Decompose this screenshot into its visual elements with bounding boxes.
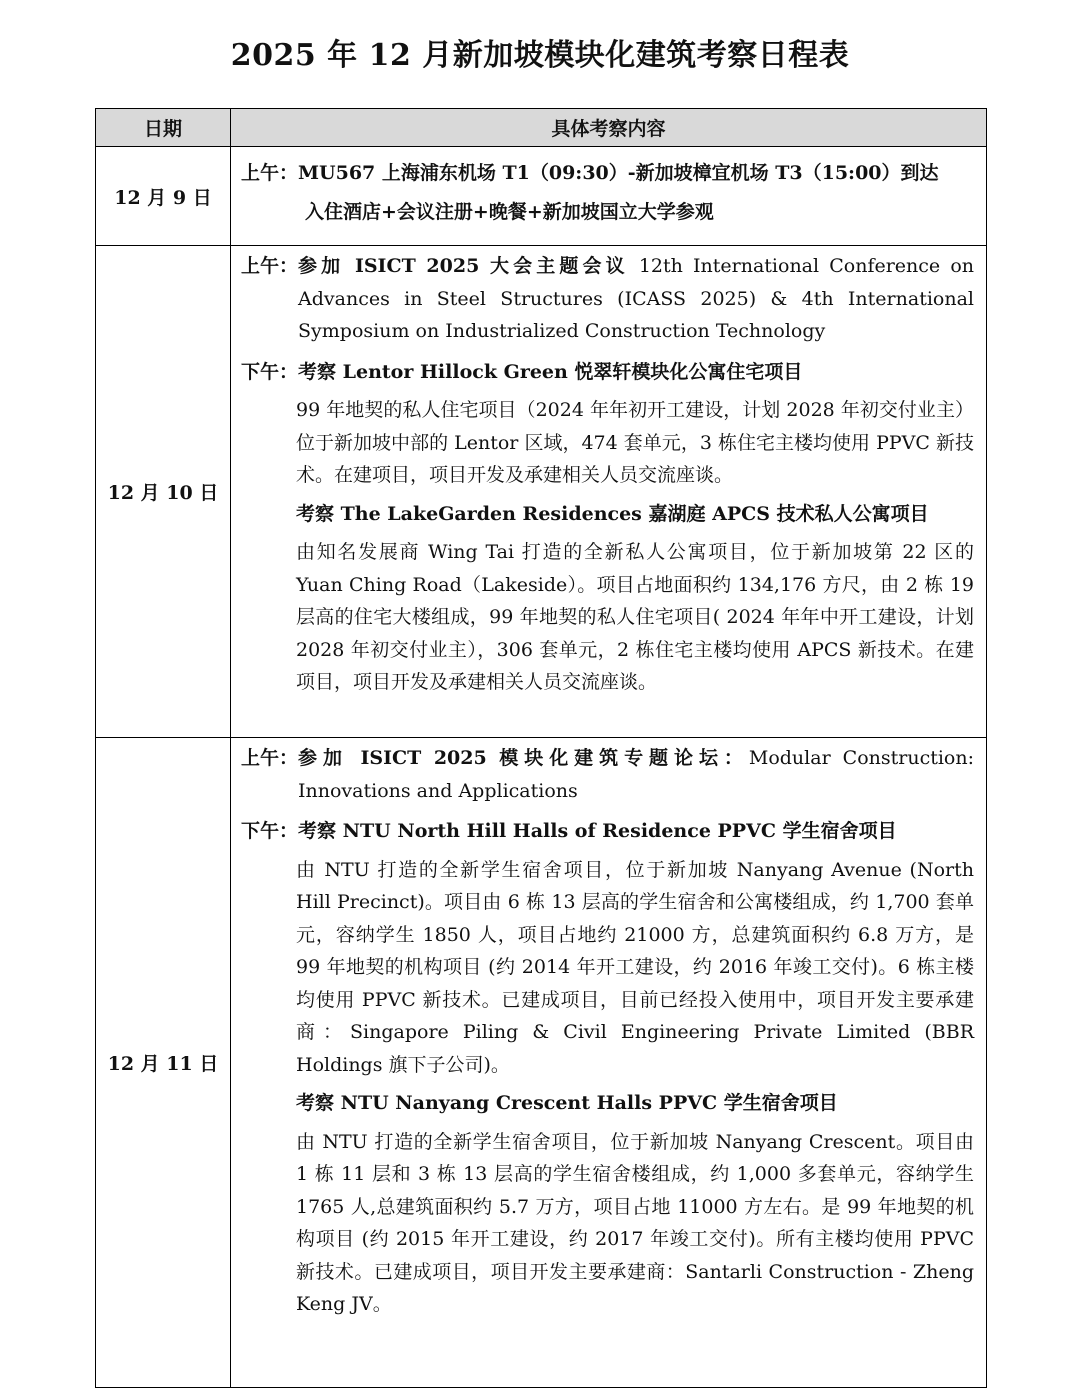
- visit-title: 考察 NTU Nanyang Crescent Halls PPVC 学生宿舍项目: [296, 1092, 838, 1114]
- pm-title: 考察 Lentor Hillock Green 悦翠轩模块化公寓住宅项目: [298, 360, 803, 383]
- schedule-table: [95, 108, 987, 1388]
- am-event-title: 参加 ISICT 2025 模块化建筑专题论坛：: [298, 747, 749, 769]
- table-row: [96, 738, 987, 1388]
- table-header-row: [96, 109, 987, 147]
- table-row: [96, 246, 987, 738]
- header-content: 具体考察内容: [231, 109, 987, 147]
- content-cell: [231, 738, 987, 1388]
- visit-description: 由 NTU 打造的全新学生宿舍项目，位于新加坡 Nanyang Avenue (North Hill Precinct)。项目由 6 栋 13 层高的学生宿舍和公寓楼组成，约 1,700 套单元，容纳学生 1850 人，项目占地约 21000 方，总建筑面积约 6.8 万方，是 99 年地契的机构项目 (约 2014 年开工建设，约 2016 年竣工交付)。6 栋主楼均使用 PPVC 新技术。已建成项目，目前已经投入使用中，项目开发主要承建商：Singapore Piling & Civil Engineering Private Limited (BBR Holdings 旗下子公司)。: [296, 858, 974, 1076]
- content-cell: [231, 147, 987, 246]
- visit-description: 由知名发展商 Wing Tai 打造的全新私人公寓项目，位于新加坡第 22 区的 Yuan Ching Road（Lakeside）。项目占地面积约 134,176 方尺，由 2 栋 19 层高的住宅大楼组成，99 年地契的私人住宅项目( 2024 年年中开工建设，计划 2028 年初交付业主），306 套单元，2 栋住宅主楼均使用 APCS 新技术。在建项目，项目开发及承建相关人员交流座谈。: [296, 541, 974, 693]
- morning-schedule: [241, 250, 974, 348]
- pm-title: 考察 NTU North Hill Halls of Residence PPVC 学生宿舍项目: [298, 820, 897, 842]
- visit-title: 考察 The LakeGarden Residences 嘉湖庭 APCS 技术私人公寓项目: [296, 502, 929, 525]
- am-event-desc: Modular Construction: Innovations and Applications: [298, 747, 975, 802]
- table-row: [96, 147, 987, 246]
- date-cell: 12 月 11 日: [96, 738, 231, 1388]
- pm-label: 下午：: [241, 360, 299, 383]
- am-event-desc: 12th International Conference on Advances in Steel Structures (ICASS 2025) & 4th International Symposium on Industrialized Construction Technology: [298, 255, 974, 342]
- page-title: 2025 年 12 月新加坡模块化建筑考察日程表: [230, 38, 850, 73]
- am-label: 上午：: [241, 162, 299, 184]
- am-text-continued: 入住酒店+会议注册+晚餐+新加坡国立大学参观: [305, 200, 714, 223]
- pm-label: 下午：: [241, 820, 299, 842]
- am-label: 上午：: [241, 747, 299, 769]
- date-cell: 12 月 10 日: [96, 246, 231, 738]
- visit-description: 99 年地契的私人住宅项目（2024 年年初开工建设，计划 2028 年初交付业主）位于新加坡中部的 Lentor 区域，474 套单元，3 栋住宅主楼均使用 PPVC 新技术。在建项目，项目开发及承建相关人员交流座谈。: [296, 399, 974, 486]
- morning-schedule: [241, 742, 974, 807]
- afternoon-visit-title: [241, 356, 974, 389]
- am-event-title: 参加 ISICT 2025 大会主题会议: [298, 255, 629, 277]
- content-cell: [231, 246, 987, 738]
- afternoon-visit-title: [241, 815, 974, 848]
- date-cell: 12 月 9 日: [96, 147, 231, 246]
- visit-description: 由 NTU 打造的全新学生宿舍项目，位于新加坡 Nanyang Crescent。项目由 1 栋 11 层和 3 栋 13 层高的学生宿舍楼组成，约 1,000 多套单元，容纳学生 1765 人,总建筑面积约 5.7 万方，项目占地 11000 方左右。是 99 年地契的机构项目 (约 2015 年开工建设，约 2017 年竣工交付)。所有主楼均使用 PPVC 新技术。已建成项目，项目开发主要承建商：Santarli Construction - Zheng Keng JV。: [296, 1130, 974, 1315]
- am-text: MU567 上海浦东机场 T1（09:30）-新加坡樟宜机场 T3（15:00）到达: [298, 162, 939, 184]
- header-date: 日期: [96, 109, 231, 147]
- morning-schedule: [241, 157, 974, 190]
- am-label: 上午：: [241, 255, 299, 277]
